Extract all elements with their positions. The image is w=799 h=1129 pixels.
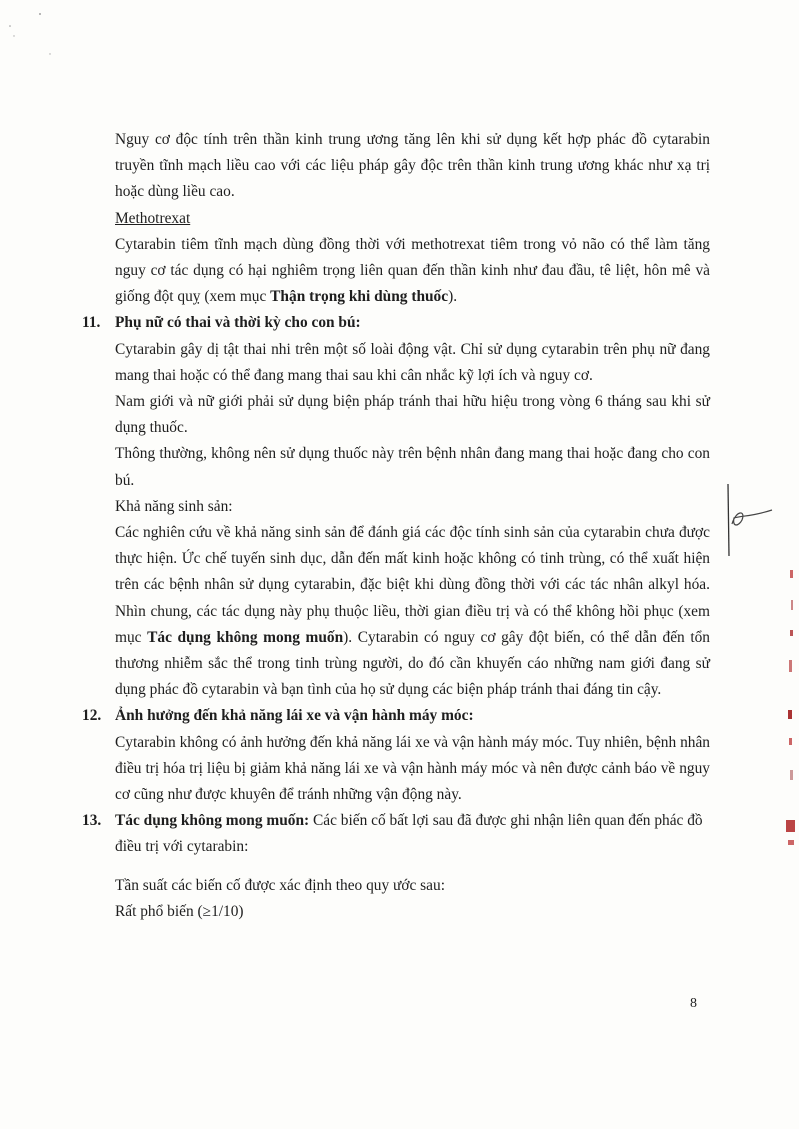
paragraph-methotrexat xyxy=(115,232,710,311)
paragraph-fertility-label: Khả năng sinh sản: xyxy=(115,497,233,515)
scan-specks xyxy=(0,0,80,60)
paragraph-cns-toxicity: Nguy cơ độc tính trên thần kinh trung ương tăng lên khi sử dụng kết hợp phác đồ cytarabin truyền tĩnh mạch liều cao với các liệu pháp gây độc trên thần kinh trung ương khác như xạ trị hoặc dùng liều cao. xyxy=(115,131,710,201)
section-13-heading xyxy=(82,808,710,860)
text-run: ). Cytarabin có nguy cơ gây đột biến, có thể dẫn đến tổn thương nhiễm sắc thể trong tinh trùng người, do đó cần khuyến cáo những nam giới đang sử dụng phác đồ cytarabin và bạn tình của họ sử dụng các biện pháp tránh thai đáng tin cậy. xyxy=(115,628,710,699)
paragraph-pregnancy-3: Thông thường, không nên sử dụng thuốc này trên bệnh nhân đang mang thai hoặc đang cho con bú. xyxy=(115,445,710,489)
paragraph-driving: Cytarabin không có ảnh hưởng đến khả năng lái xe và vận hành máy móc. Tuy nhiên, bệnh nhân điều trị hóa trị liệu bị giảm khả năng lái xe và vận hành máy móc và nên được cảnh báo về nguy cơ cũng như được khuyên để tránh những vận động này. xyxy=(115,733,710,804)
subheading-methotrexat: Methotrexat xyxy=(115,209,191,227)
text-run: Cytarabin tiêm tĩnh mạch dùng đồng thời với methotrexat tiêm trong vỏ não có thể làm tăng nguy cơ tác dụng có hại nghiêm trọng liên quan đến thần kinh như đau đầu, tê liệt, hôn mê và giống đột quỵ (xem mục xyxy=(115,235,710,306)
section-title: Ảnh hưởng đến khả năng lái xe và vận hành máy móc: xyxy=(115,707,474,725)
section-11-heading xyxy=(82,310,710,336)
paragraph-pregnancy-1: Cytarabin gây dị tật thai nhi trên một số loài động vật. Chỉ sử dụng cytarabin trên phụ nữ đang mang thai hoặc có thể đang mang thai sau khi cân nhắc kỹ lợi ích và nguy cơ. xyxy=(115,340,710,384)
paragraph-fertility xyxy=(115,520,710,703)
paragraph-frequency-intro: Tần suất các biến cố được xác định theo quy ước sau: xyxy=(115,876,445,894)
document-body xyxy=(82,127,710,925)
section-number: 12. xyxy=(82,707,102,725)
section-title: Tác dụng không mong muốn: xyxy=(115,812,310,830)
ref-bold: Thận trọng khi dùng thuốc xyxy=(270,288,449,306)
section-title: Phụ nữ có thai và thời kỳ cho con bú: xyxy=(115,314,361,332)
paragraph-pregnancy-2: Nam giới và nữ giới phải sử dụng biện pháp tránh thai hữu hiệu trong vòng 6 tháng sau khi sử dụng thuốc. xyxy=(115,393,710,437)
spacer xyxy=(115,861,710,873)
ref-bold: Tác dụng không mong muốn xyxy=(147,628,344,646)
page-edge-marks xyxy=(760,560,799,860)
text-run: ). xyxy=(448,288,458,306)
section-12-heading xyxy=(82,703,710,729)
page-number: 8 xyxy=(690,996,697,1011)
section-number: 13. xyxy=(82,812,102,830)
text-run: Các nghiên cứu về khả năng sinh sản để đánh giá các độc tính sinh sản của cytarabin chưa được thực hiện. Ức chế tuyến sinh dục, dẫn đến mất kinh hoặc không có tinh trùng, có thể xuất hiện trên các bệnh nhân sử dụng cytarabin, đặc biệt khi dùng đồng thời với các tác nhân alkyl hóa. Nhìn chung, các tác dụng này phụ thuộc liều, thời gian điều trị và có thể không hồi phục (xem mục xyxy=(115,524,710,646)
section-number: 11. xyxy=(82,314,101,332)
paragraph-very-common: Rất phổ biến (≥1/10) xyxy=(115,902,244,920)
section-intro: Các biến cố bất lợi sau đã được ghi nhận liên quan đến phác đồ điều trị với cytarabin: xyxy=(115,812,703,856)
signature-mark xyxy=(720,480,780,560)
